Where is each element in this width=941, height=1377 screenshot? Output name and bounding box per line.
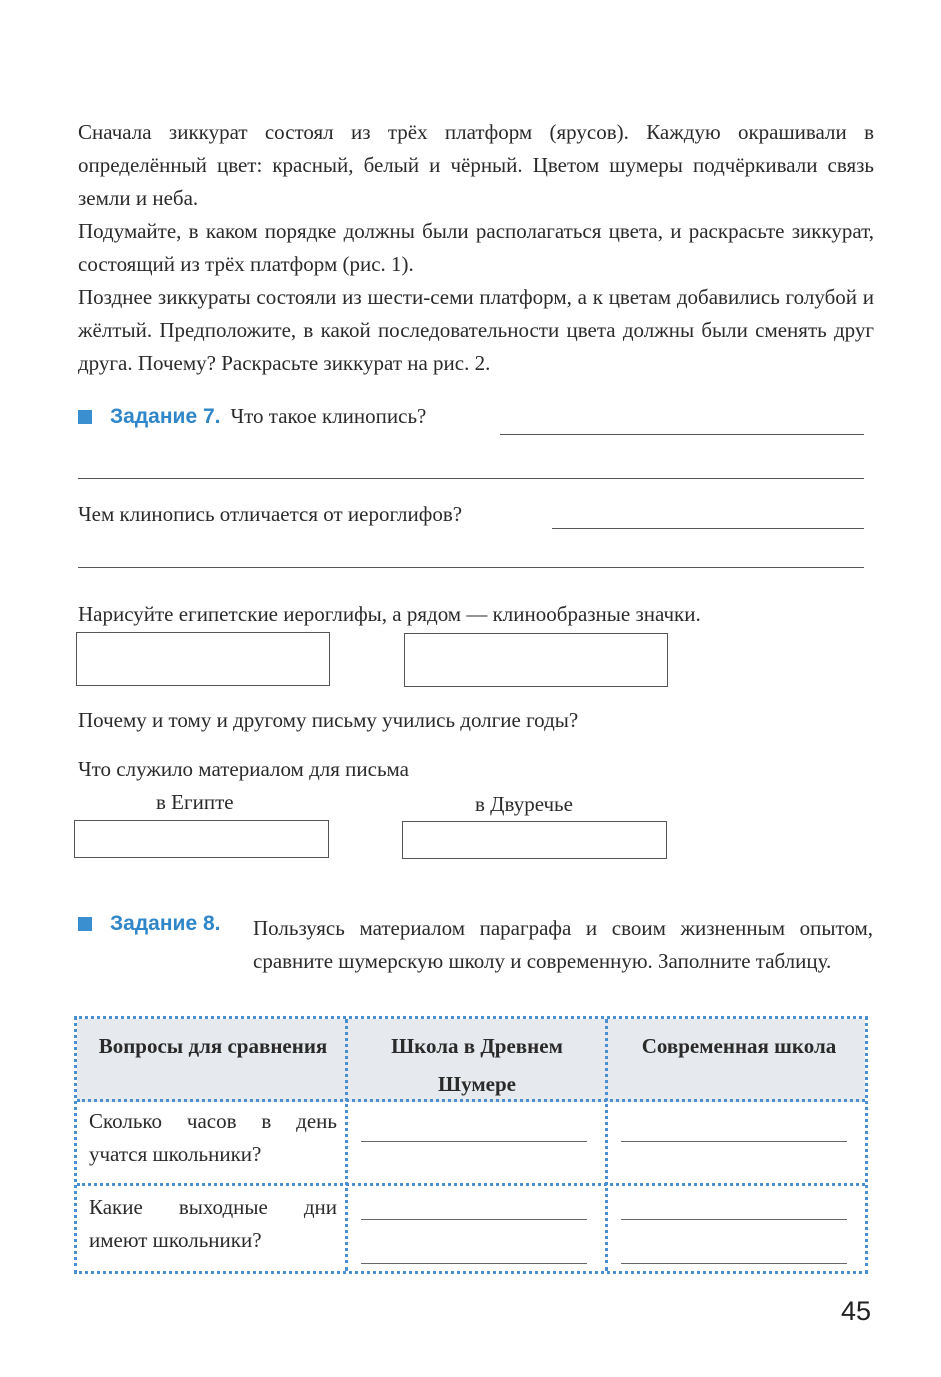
task8-text: Пользуясь материалом параграфа и своим жизненным опытом, сравните шумерскую школу и современную. Заполните таблицу. (253, 916, 873, 973)
intro-paragraph-2: Подумайте, в каком порядке должны были располагаться цвета, и раскрасьте зиккурат, состоящий из трёх платформ (рис. 1). (78, 219, 874, 276)
task7-question-4: Что служило материалом для письма (78, 757, 409, 781)
task7-heading (78, 404, 426, 429)
header-questions: Вопросы для сравнения (98, 1034, 328, 1058)
task8-heading (78, 912, 230, 936)
task-square-icon (78, 410, 92, 424)
row-divider (77, 1183, 865, 1186)
answer-line-modern-hours[interactable] (621, 1141, 847, 1142)
label-mesopotamia: в Двуречье (475, 792, 573, 816)
answer-line-q1[interactable] (500, 434, 864, 435)
header-ancient-sumer: Школа в Древнем Шумере (391, 1034, 563, 1096)
intro-text (78, 116, 874, 380)
draw-box-hieroglyphs[interactable] (76, 632, 330, 686)
answer-box-egypt[interactable] (74, 820, 329, 858)
draw-box-cuneiform[interactable] (404, 633, 668, 687)
column-divider (605, 1019, 608, 1271)
row-question-hours: Сколько часов в день учатся школьники? (89, 1109, 337, 1166)
answer-line-modern-days-2[interactable] (621, 1263, 847, 1264)
row-question-days-off: Какие выходные дни имеют школьники? (89, 1195, 337, 1252)
intro-paragraph-1: Сначала зиккурат состоял из трёх платформ (ярусов). Каждую окрашивали в определённый цвет: красный, белый и чёрный. Цветом шумеры подчёркивали связь земли и неба. (78, 120, 874, 210)
answer-line-q1-cont[interactable] (78, 478, 864, 479)
label-egypt: в Египте (156, 790, 234, 814)
answer-line-sumer-days-2[interactable] (361, 1263, 587, 1264)
task7-question-2: Чем клинопись отличается от иероглифов? (78, 502, 463, 526)
intro-paragraph-3: Позднее зиккураты состояли из шести-семи платформ, а к цветам добавились голубой и жёлтый. Предположите, в какой последовательности цвета должны были сменять друг друга. Почему? Раскрасьте зиккурат на рис. 2. (78, 285, 874, 375)
task7-question-3: Почему и тому и другому письму учились долгие годы? (78, 708, 579, 732)
answer-line-q2-cont[interactable] (78, 567, 864, 568)
comparison-table (74, 1016, 868, 1274)
answer-line-sumer-days-1[interactable] (361, 1219, 587, 1220)
task8-label: Задание 8. (110, 912, 221, 935)
task7-draw-prompt: Нарисуйте египетские иероглифы, а рядом — клинообразные значки. (78, 602, 701, 626)
page-number: 45 (840, 1296, 871, 1326)
answer-line-q2[interactable] (552, 528, 864, 529)
header-modern-school: Современная школа (641, 1034, 837, 1058)
column-divider (345, 1019, 348, 1271)
answer-box-mesopotamia[interactable] (402, 821, 667, 859)
task7-label: Задание 7. (110, 405, 221, 428)
answer-line-sumer-hours[interactable] (361, 1141, 587, 1142)
answer-line-modern-days-1[interactable] (621, 1219, 847, 1220)
task7-question-1: Что такое клинопись? (230, 404, 427, 428)
task-square-icon (78, 917, 92, 931)
